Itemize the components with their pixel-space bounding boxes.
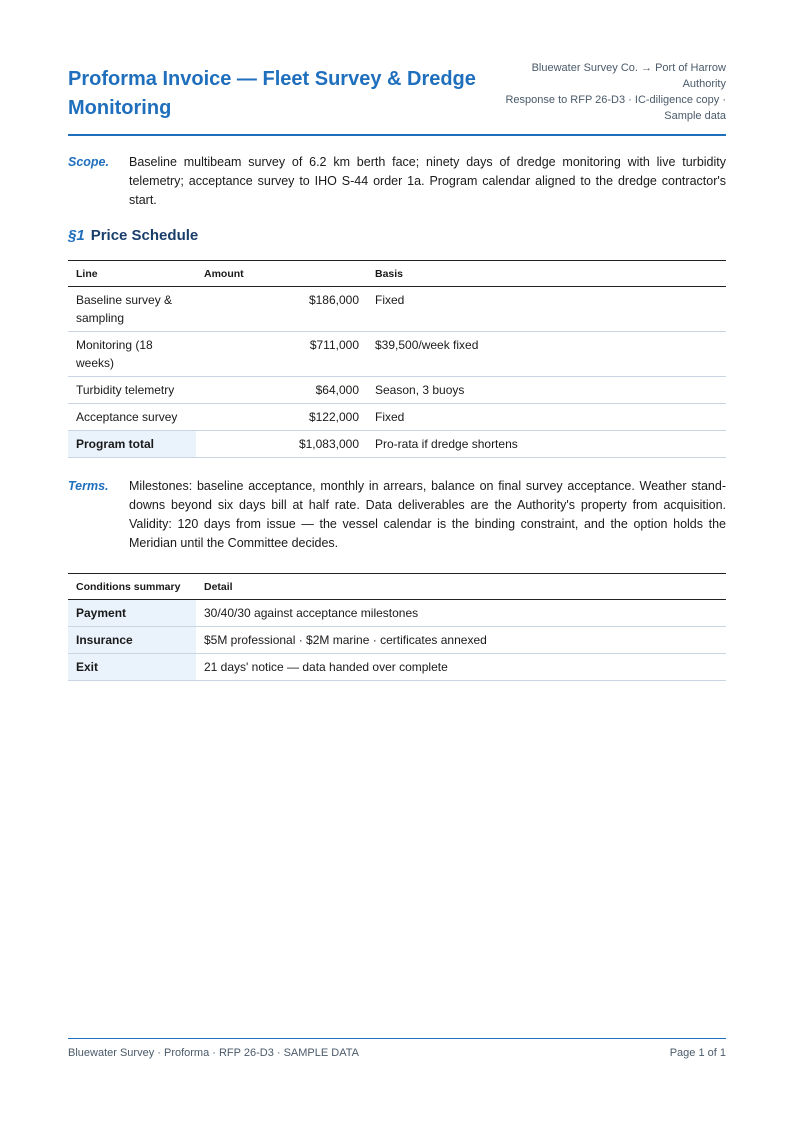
column-header: Basis xyxy=(367,261,726,287)
section-heading xyxy=(68,227,198,244)
total-amount: $1,083,000 xyxy=(196,431,367,458)
table-row xyxy=(68,287,726,332)
condition-label: Insurance xyxy=(68,627,196,654)
condition-detail: $5M professional · $2M marine · certificates annexed xyxy=(196,627,726,654)
table-row xyxy=(68,404,726,431)
scope-label: Scope. xyxy=(68,155,109,169)
line-cell: Acceptance survey xyxy=(68,404,196,431)
price-schedule-table xyxy=(68,260,726,458)
meta-line: Response to RFP 26-D3 · IC-diligence copy · xyxy=(505,94,726,106)
footer-left-text: Bluewater Survey · Proforma · RFP 26-D3 · SAMPLE DATA xyxy=(68,1047,359,1059)
column-header: Conditions summary xyxy=(68,574,196,600)
amount-cell: $64,000 xyxy=(196,377,367,404)
total-basis: Pro-rata if dredge shortens xyxy=(367,431,726,458)
condition-detail: 30/40/30 against acceptance milestones xyxy=(196,600,726,627)
section-title: Price Schedule xyxy=(90,227,199,244)
column-header: Detail xyxy=(196,574,726,600)
line-cell: Monitoring (18 weeks) xyxy=(68,332,196,377)
column-header: Line xyxy=(68,261,196,287)
scope-text: Baseline multibeam survey of 6.2 km berth face; ninety days of dredge monitoring with live turbidity telemetry; acceptance survey to IHO S-44 order 1a. Program calendar aligned to the dredge contractor's start. xyxy=(129,155,726,207)
amount-cell: $711,000 xyxy=(196,332,367,377)
basis-cell: $39,500/week fixed xyxy=(367,332,726,377)
page-number: Page 1 of 1 xyxy=(669,1047,726,1059)
terms-text: Milestones: baseline acceptance, monthly in arrears, balance on final survey acceptance. Weather stand-downs beyond six days bill at half rate. Data deliverables are the Authority's property from acquisition. Validity: 120 days from issue — the vessel calendar is the binding constraint, and the option holds the Meridian until the Committee decides. xyxy=(129,479,726,550)
condition-label: Exit xyxy=(68,654,196,681)
amount-cell: $186,000 xyxy=(196,287,367,332)
table-row xyxy=(68,627,726,654)
table-row xyxy=(68,377,726,404)
line-cell: Baseline survey & sampling xyxy=(68,287,196,332)
meta-line: Bluewater Survey Co. → Port of Harrow xyxy=(531,62,726,74)
table-row xyxy=(68,654,726,681)
page-footer xyxy=(68,1038,726,1059)
terms-paragraph xyxy=(68,477,726,553)
basis-cell: Fixed xyxy=(367,287,726,332)
total-row xyxy=(68,431,726,458)
line-cell: Turbidity telemetry xyxy=(68,377,196,404)
condition-label: Payment xyxy=(68,600,196,627)
basis-cell: Season, 3 buoys xyxy=(367,377,726,404)
amount-cell: $122,000 xyxy=(196,404,367,431)
document-title: Proforma Invoice — Fleet Survey & Dredge Monitoring xyxy=(68,68,476,119)
document-meta xyxy=(486,60,726,124)
table-header-row xyxy=(68,574,726,600)
column-header: Amount xyxy=(196,261,367,287)
terms-label: Terms. xyxy=(68,479,109,493)
document-header xyxy=(68,58,726,136)
total-label: Program total xyxy=(68,431,196,458)
meta-line: Sample data xyxy=(664,110,726,122)
conditions-summary-table xyxy=(68,573,726,681)
section-number: §1 xyxy=(68,227,85,244)
table-header-row xyxy=(68,261,726,287)
table-row xyxy=(68,600,726,627)
table-row xyxy=(68,332,726,377)
meta-line: Authority xyxy=(682,78,726,90)
condition-detail: 21 days' notice — data handed over complete xyxy=(196,654,726,681)
scope-paragraph xyxy=(68,153,726,210)
basis-cell: Fixed xyxy=(367,404,726,431)
